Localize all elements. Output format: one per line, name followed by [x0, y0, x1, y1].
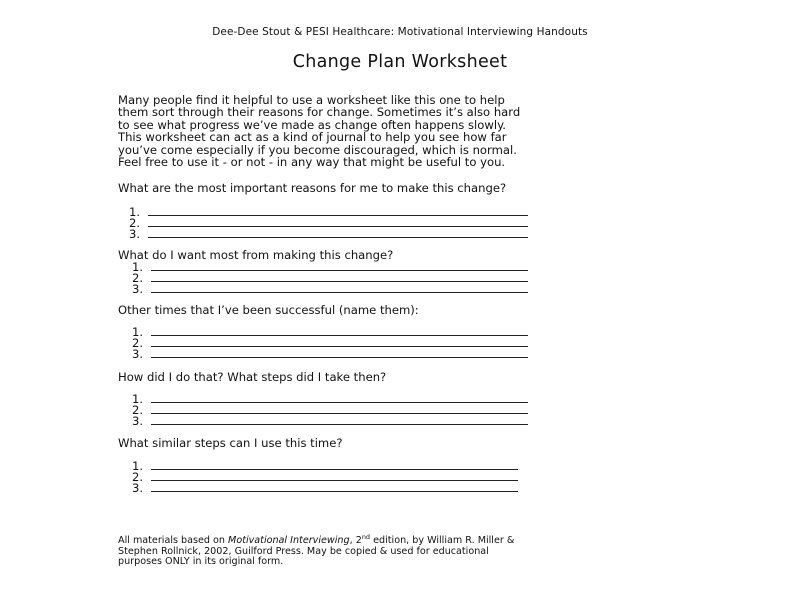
- blank-line[interactable]: [151, 416, 528, 425]
- footer-prefix: All materials based on: [118, 535, 229, 546]
- item-number: 2.: [131, 336, 143, 350]
- item-number: 1.: [131, 325, 143, 339]
- ordinal-sup: nd: [361, 533, 371, 541]
- item-number: 2.: [131, 271, 143, 285]
- item-number: 2.: [128, 216, 140, 230]
- item-number: 1.: [131, 392, 143, 406]
- blank-line[interactable]: [148, 229, 528, 238]
- item-number: 1.: [131, 459, 143, 473]
- answer-line[interactable]: [123, 282, 528, 296]
- intro-line: them sort through their reasons for change. Sometimes it’s also hard: [118, 105, 521, 120]
- footer-line: [118, 532, 698, 547]
- intro-paragraph: [118, 94, 678, 168]
- question-want-most: What do I want most from making this change?: [118, 248, 394, 262]
- blank-line[interactable]: [151, 262, 528, 271]
- item-number: 2.: [131, 470, 143, 484]
- blank-line[interactable]: [151, 461, 518, 470]
- page-header: Dee-Dee Stout & PESI Healthcare: Motivational Interviewing Handouts: [212, 26, 588, 38]
- item-number: 1.: [128, 205, 140, 219]
- intro-line: to see what progress we’ve made as change often happens slowly.: [118, 117, 506, 132]
- question-similar-steps: What similar steps can I use this time?: [118, 436, 343, 450]
- answer-line[interactable]: [123, 347, 528, 361]
- footer-line: purposes ONLY in its original form.: [118, 556, 284, 568]
- blank-line[interactable]: [148, 207, 528, 216]
- page-title: Change Plan Worksheet: [292, 52, 508, 72]
- blank-line[interactable]: [151, 338, 528, 347]
- footer-suffix: edition, by William R. Miller &: [370, 535, 515, 546]
- blank-line[interactable]: [151, 273, 528, 282]
- blank-line[interactable]: [151, 284, 528, 293]
- blank-line[interactable]: [151, 327, 528, 336]
- answer-line[interactable]: [123, 481, 518, 495]
- question-past-success: Other times that I’ve been successful (name them):: [118, 303, 419, 317]
- answer-line[interactable]: [120, 227, 528, 241]
- item-number: 3.: [131, 347, 143, 361]
- blank-line[interactable]: [148, 218, 528, 227]
- question-reasons: What are the most important reasons for me to make this change?: [118, 181, 507, 195]
- book-title: Motivational Interviewing: [228, 535, 350, 546]
- item-number: 3.: [131, 282, 143, 296]
- answer-line[interactable]: [123, 414, 528, 428]
- footer-note: [118, 532, 698, 568]
- intro-line: Feel free to use it - or not - in any way that might be useful to you.: [118, 155, 506, 170]
- intro-line: you’ve come especially if you become discouraged, which is normal.: [118, 142, 517, 157]
- intro-line: Many people find it helpful to use a worksheet like this one to help: [118, 93, 505, 107]
- blank-line[interactable]: [151, 472, 518, 481]
- footer-line: Stephen Rollnick, 2002, Guilford Press. May be copied & used for educational: [118, 545, 489, 557]
- blank-line[interactable]: [151, 394, 528, 403]
- item-number: 3.: [131, 414, 143, 428]
- blank-line[interactable]: [151, 483, 518, 492]
- blank-line[interactable]: [151, 349, 528, 358]
- item-number: 3.: [128, 227, 140, 241]
- item-number: 1.: [131, 260, 143, 274]
- item-number: 2.: [131, 403, 143, 417]
- item-number: 3.: [131, 481, 143, 495]
- question-how-did-i: How did I do that? What steps did I take then?: [118, 370, 387, 384]
- footer-mid: , 2: [349, 535, 362, 546]
- intro-line: This worksheet can act as a kind of journal to help you see how far: [118, 130, 507, 145]
- blank-line[interactable]: [151, 405, 528, 414]
